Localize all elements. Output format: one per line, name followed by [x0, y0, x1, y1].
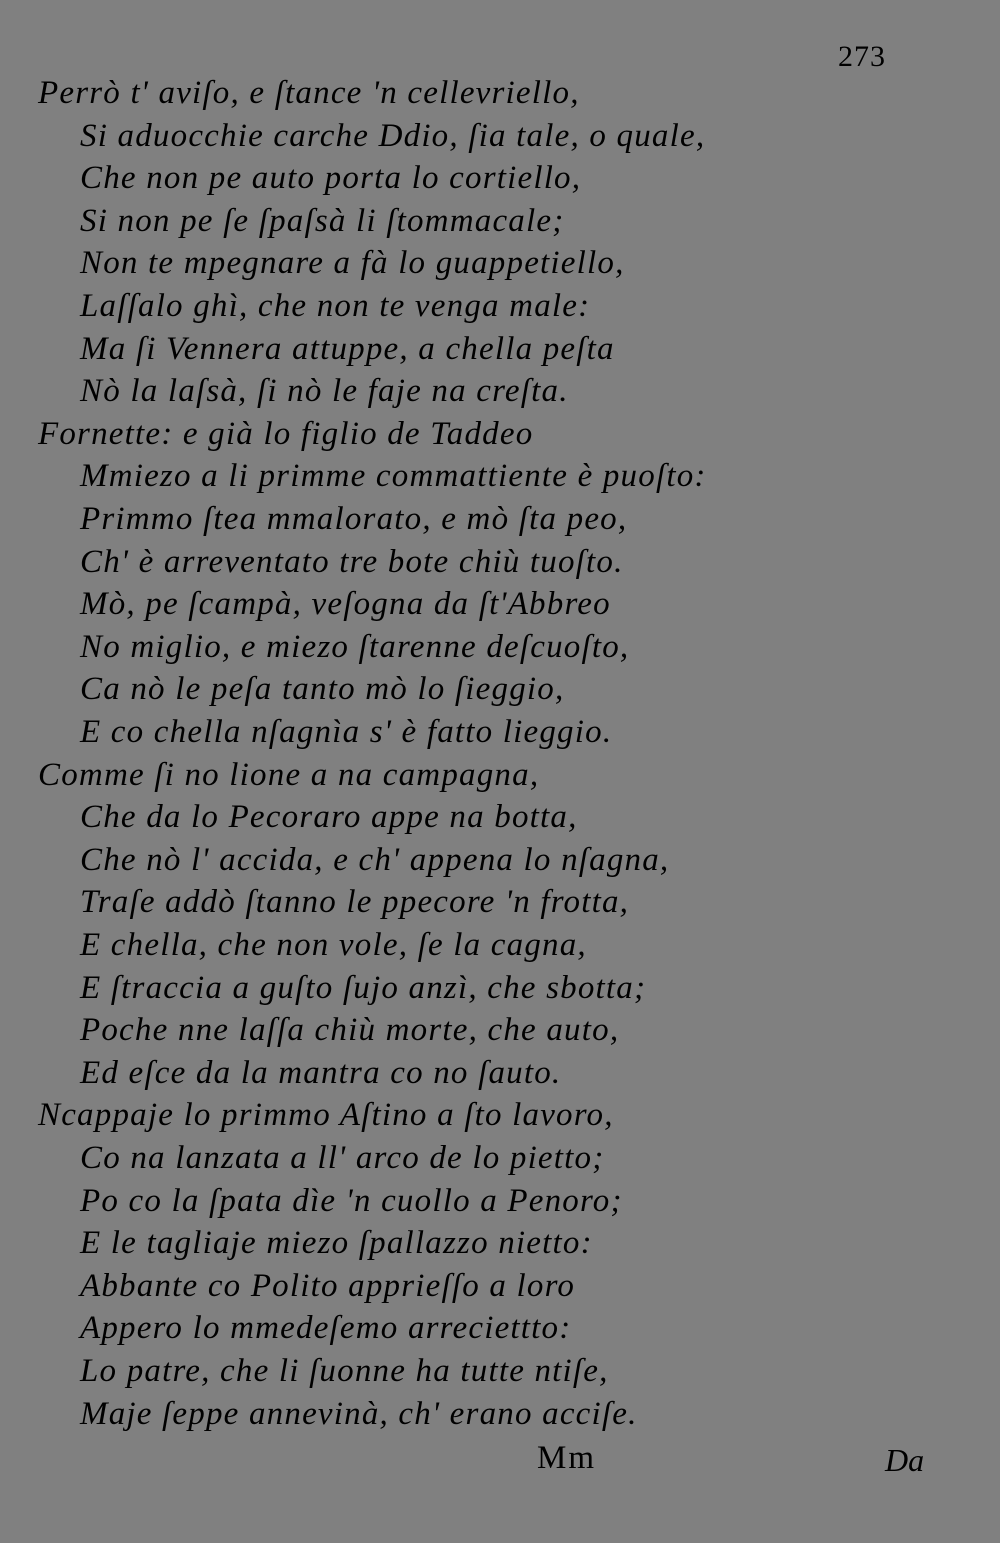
verse-line: Ma ſi Vennera attuppe, a chella peſta [80, 330, 615, 367]
stanza-first-line: Ncappaje lo primmo Aſtino a ſto lavoro, [38, 1097, 614, 1134]
verse-line: Traſe addò ſtanno le ppecore 'n frotta, [80, 884, 630, 921]
verse-line: Ca nò le peſa tanto mò lo ſieggio, [80, 671, 565, 708]
verse-line: Co na lanzata a ll' arco de lo pietto; [80, 1140, 605, 1176]
page-number: 273 [838, 40, 886, 73]
verse-line: Nò la laſsà, ſi nò le faje na creſta. [80, 373, 569, 410]
verse-line: Ch' è arreventato tre bote chiù tuoſto. [80, 543, 624, 580]
verse-line: Che nò l' accida, e ch' appena lo nſagna, [80, 841, 670, 878]
stanza-first-line: Fornette: e già lo figlio de Taddeo [38, 415, 534, 452]
verse-line: E chella, che non vole, ſe la cagna, [80, 927, 587, 963]
verse-line: Abbante co Polito apprieſſo a loro [80, 1267, 576, 1304]
verse-line: Appero lo mmedeſemo arreciettto: [80, 1310, 572, 1347]
verse-line: E co chella nſagnìa s' è fatto lieggio. [80, 714, 613, 750]
signature-mark: Mm [537, 1440, 597, 1476]
verse-line: Poche nne laſſa chiù morte, che auto, [80, 1012, 620, 1049]
verse-line: Si aduocchie carche Ddio, ſia tale, o quale, [80, 117, 706, 154]
verse-line: No miglio, e miezo ſtarenne deſcuoſto, [80, 628, 630, 665]
stanza-first-line: Comme ſi no lione a na campagna, [38, 756, 540, 793]
verse-line: Maje ſeppe annevinà, ch' erano acciſe. [80, 1395, 638, 1432]
verse-line: E ſtraccia a guſto ſujo anzì, che sbotta; [80, 969, 647, 1006]
verse-line: Laſſalo ghì, che non te venga male: [80, 288, 591, 324]
verse-line: Mmiezo a li primme commattiente è puoſto: [80, 458, 707, 495]
verse-line: Non te mpegnare a fà lo guappetiello, [80, 245, 625, 282]
verse-line: Ed eſce da la mantra co no ſauto. [80, 1054, 562, 1091]
verse-line: Primmo ſtea mmalorato, e mò ſta peo, [80, 501, 628, 537]
verse-line: Lo patre, che li ſuonne ha tutte ntiſe, [80, 1353, 609, 1389]
verse-line: Che da lo Pecoraro appe na botta, [80, 799, 578, 836]
verse-line: Mò, pe ſcampà, veſogna da ſt'Abbreo [80, 586, 611, 623]
verse-line: Po co la ſpata dìe 'n cuollo a Penoro; [80, 1182, 623, 1219]
verse-line: Si non pe ſe ſpaſsà li ſtommacale; [80, 202, 565, 239]
catchword: Da [885, 1442, 925, 1478]
verse-line: Che non pe auto porta lo cortiello, [80, 160, 582, 197]
stanza-first-line: Perrò t' aviſo, e ſtance 'n cellevriello, [38, 75, 580, 111]
verse-line: E le tagliaje miezo ſpallazzo nietto: [80, 1225, 593, 1262]
